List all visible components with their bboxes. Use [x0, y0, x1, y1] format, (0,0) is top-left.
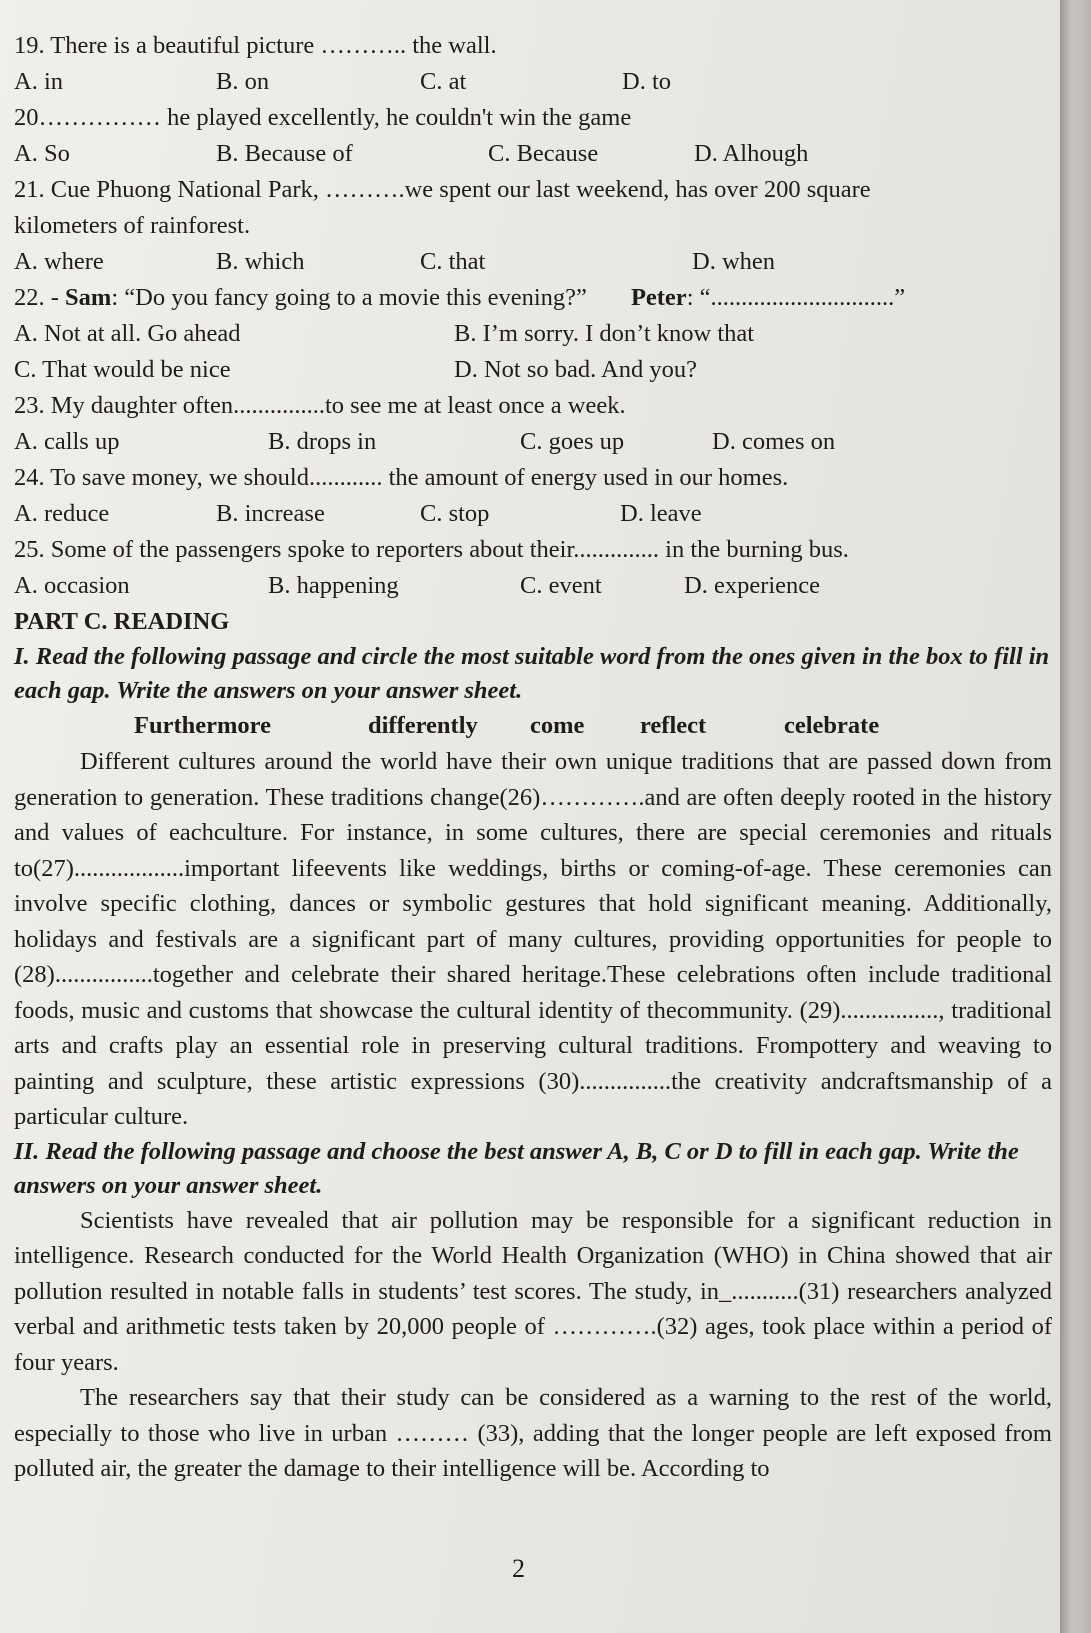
stem-text: 25. Some of the passengers spoke to reporters about their.............. in the burning bus. — [14, 536, 849, 563]
section-2-instruction: II. Read the following passage and choose the best answer A, B, C or D to fill in each gap. Write the answers on your answer sheet. — [14, 1137, 1019, 1199]
question-24-options — [14, 496, 1052, 532]
option-b: B. on — [216, 68, 270, 95]
question-19-options — [14, 64, 1052, 100]
part-c-heading: PART C. READING — [14, 608, 230, 635]
page-edge-shadow — [1060, 0, 1091, 1633]
option-d: D. to — [622, 68, 671, 95]
question-20-options — [14, 136, 1052, 172]
passage-2-paragraph-1: Scientists have revealed that air pollution may be responsible for a significant reduction in intelligence. Research conducted for the World Health Organization (WHO) in China showed that air pollution resulted in notable falls in students’ test scores. The study, in_...........(31) researchers analyzed verbal and arithmetic tests taken by 20,000 people of ………….(32) ages, took place within a period of four years. — [14, 1206, 1052, 1376]
option-c: C. event — [520, 572, 602, 599]
stem-text: 21. Cue Phuong National Park, ……….we spent our last weekend, has over 200 square — [14, 176, 871, 203]
passage-1: Different cultures around the world have their own unique traditions that are passed down from generation to generation. These traditions change(26)………….and are often deeply rooted in the history and values of eachculture. For instance, in some cultures, there are special ceremonies and rituals to(27)..................important lifeevents like weddings, births or coming-of-age. These ceremonies can involve specific clothing, dances or symbolic gestures that hold significant meaning. Additionally, holidays and festivals are a significant part of many cultures, providing opportunities for people to (28)................together and celebrate their shared heritage.These celebrations often include traditional foods, music and customs that showcase the cultural identity of thecommunity. (29)................, traditional arts and crafts play an essential role in preserving cultural traditions. Frompottery and weaving to painting and sculpture, these artistic expressions (30)...............the creativity andcraftsmanship of a particular culture. — [14, 748, 1052, 1130]
option-a: A. occasion — [14, 572, 130, 599]
stem-prefix: 22. - — [14, 284, 66, 311]
option-a: A. where — [14, 248, 104, 275]
option-b: B. happening — [268, 572, 399, 599]
option-c: C. That would be nice — [14, 356, 231, 383]
option-c: C. that — [420, 248, 486, 275]
option-b: B. drops in — [268, 428, 377, 455]
speaker-sam: Sam — [65, 284, 112, 311]
section-1-instruction: I. Read the following passage and circle the most suitable word from the ones given in the box to fill in each gap. Write the answers on your answer sheet. — [14, 643, 1050, 704]
option-a: A. calls up — [14, 428, 120, 455]
question-21-options — [14, 244, 1052, 280]
question-20-stem — [14, 100, 1052, 136]
option-c: C. stop — [420, 500, 490, 527]
option-a: A. in — [14, 68, 63, 95]
question-21-stem-continued — [14, 208, 1052, 244]
passage-2-paragraph-2: The researchers say that their study can be considered as a warning to the rest of the world, especially to those who live in urban ……… (33), adding that the longer people are left exposed from polluted air, the greater the damage to their intelligence will be. According to — [14, 1384, 1052, 1482]
option-a: A. So — [14, 140, 70, 167]
option-b: B. which — [216, 248, 305, 275]
stem-mid: : “Do you fancy going to a movie this evening?” — [111, 284, 587, 311]
stem-end: : “..............................” — [686, 284, 906, 311]
option-b: B. Because of — [216, 140, 353, 167]
question-22-options-row1 — [14, 316, 1052, 352]
word-celebrate: celebrate — [784, 712, 880, 739]
stem-text: 23. My daughter often...............to see me at least once a week. — [14, 392, 626, 419]
stem-text: 20…………… he played excellently, he couldn't win the game — [14, 104, 632, 131]
question-23-options — [14, 424, 1052, 460]
option-d: D. Alhough — [694, 140, 809, 167]
speaker-peter: Peter — [630, 284, 687, 311]
option-a: A. reduce — [14, 500, 110, 527]
option-c: C. Because — [488, 140, 599, 167]
option-c: C. at — [420, 68, 467, 95]
question-23-stem — [14, 388, 1052, 424]
stem-text: 24. To save money, we should............ the amount of energy used in our homes. — [14, 464, 789, 491]
word-box — [14, 708, 1052, 744]
question-19-stem — [14, 28, 1052, 64]
stem-text: kilometers of rainforest. — [14, 212, 251, 239]
question-25-options — [14, 568, 1052, 604]
exam-content — [14, 28, 1052, 1487]
word-reflect: reflect — [640, 712, 707, 739]
option-d: D. leave — [620, 500, 702, 527]
question-22-stem — [14, 280, 1052, 316]
word-come: come — [530, 712, 585, 739]
question-21-stem — [14, 172, 1052, 208]
question-24-stem — [14, 460, 1052, 496]
question-25-stem — [14, 532, 1052, 568]
question-22-options-row2 — [14, 352, 1052, 388]
option-d: D. experience — [684, 572, 821, 599]
word-furthermore: Furthermore — [134, 712, 271, 739]
option-b: B. I’m sorry. I don’t know that — [454, 320, 755, 347]
option-a: A. Not at all. Go ahead — [14, 320, 241, 347]
option-d: D. Not so bad. And you? — [454, 356, 697, 383]
word-differently: differently — [368, 712, 478, 739]
option-b: B. increase — [216, 500, 325, 527]
page-number: 2 — [512, 1554, 525, 1583]
stem-text: 19. There is a beautiful picture ……….. the wall. — [14, 32, 497, 59]
option-d: D. comes on — [712, 428, 836, 455]
option-c: C. goes up — [520, 428, 625, 455]
option-d: D. when — [692, 248, 776, 275]
